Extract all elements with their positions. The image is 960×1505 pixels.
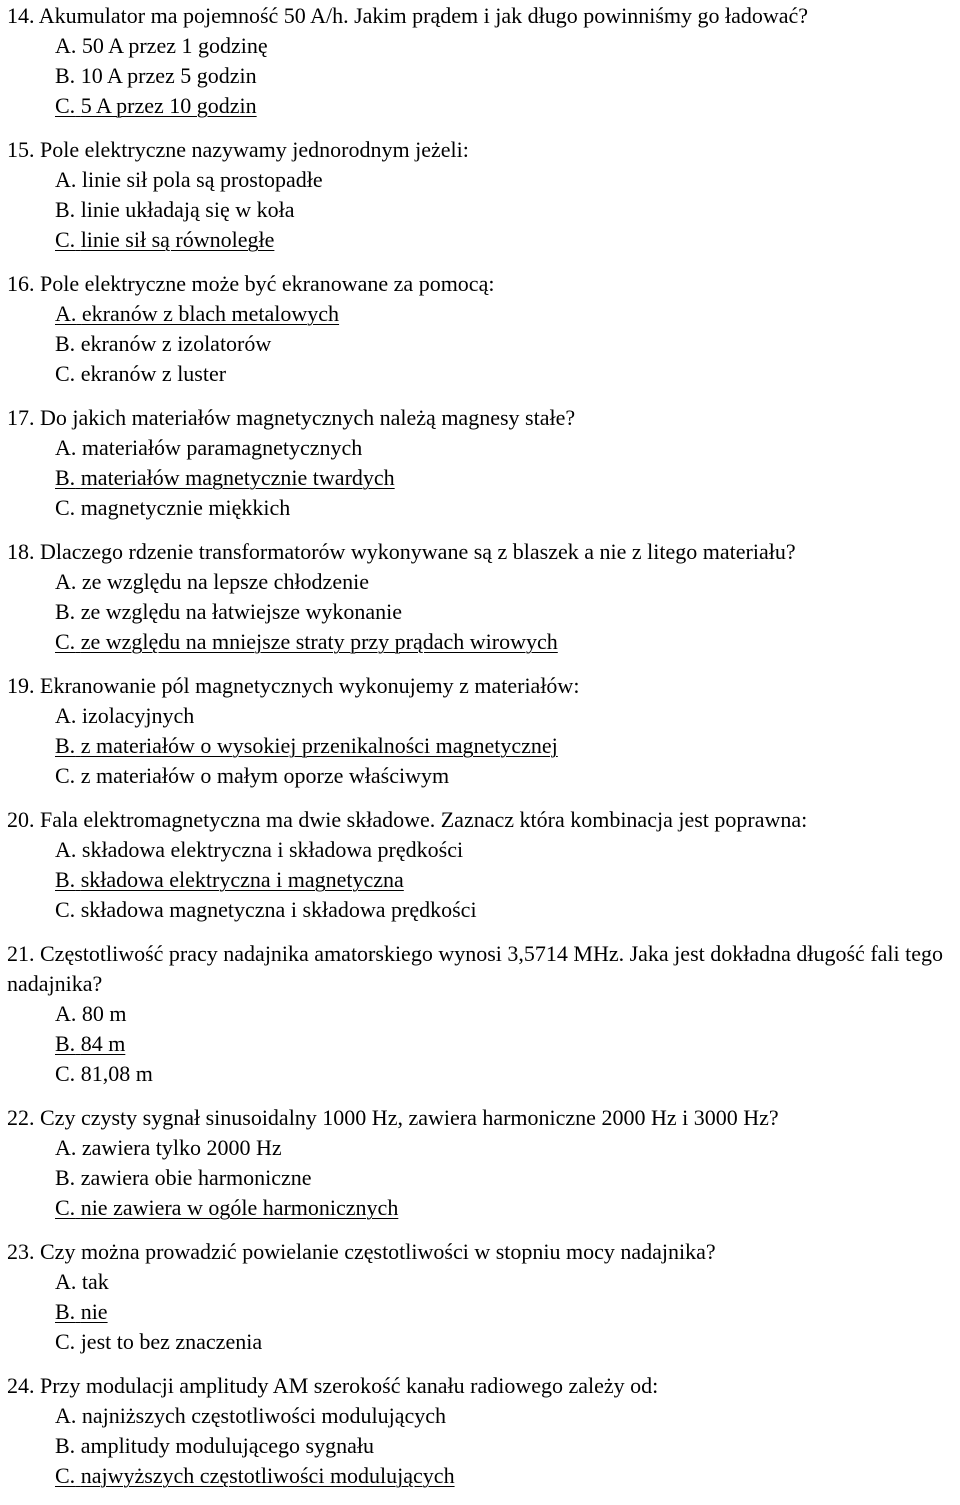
answer-label: najwyższych częstotliwości modulujących	[80, 1463, 455, 1488]
answer-label: zawiera tylko 2000 Hz	[81, 1135, 282, 1160]
answer-letter: A.	[55, 1403, 77, 1428]
question-number: 21.	[7, 941, 35, 966]
answer-options	[7, 1133, 957, 1223]
answer-label: 50 A przez 1 godzinę	[81, 33, 268, 58]
question-block	[7, 805, 957, 925]
answer-label: nie zawiera w ogóle harmonicznych	[80, 1195, 399, 1220]
answer-option-text	[55, 763, 449, 788]
answer-label: ekranów z luster	[80, 361, 227, 386]
answer-option-correct	[7, 865, 957, 895]
answer-letter: A.	[55, 33, 77, 58]
question-prompt: Częstotliwość pracy nadajnika amatorskiego wynosi 3,5714 MHz. Jaka jest dokładna długość fali tego nadajnika?	[7, 941, 944, 996]
answer-option-text	[55, 897, 477, 922]
question-text	[7, 1237, 957, 1267]
answer-label: ze względu na mniejsze straty przy prądach wirowych	[80, 629, 558, 654]
question-block	[7, 135, 957, 255]
question-prompt: Przy modulacji amplitudy AM szerokość kanału radiowego zależy od:	[40, 1373, 659, 1398]
question-number: 23.	[7, 1239, 35, 1264]
answer-letter: A.	[55, 703, 77, 728]
question-number: 24.	[7, 1373, 35, 1398]
answer-label: ekranów z blach metalowych	[81, 301, 340, 326]
answer-option	[7, 597, 957, 627]
answer-option-text	[55, 1433, 374, 1458]
answer-option-text	[55, 63, 257, 88]
answer-option-text	[55, 361, 226, 386]
question-block	[7, 403, 957, 523]
answer-option-text	[55, 465, 395, 490]
answer-label: magnetycznie miękkich	[80, 495, 291, 520]
answer-letter: A.	[55, 1135, 77, 1160]
answer-letter: B.	[55, 63, 76, 88]
answer-option	[7, 61, 957, 91]
answer-letter: A.	[55, 837, 77, 862]
question-block	[7, 537, 957, 657]
question-prompt: Pole elektryczne nazywamy jednorodnym jeżeli:	[40, 137, 469, 162]
answer-options	[7, 835, 957, 925]
question-text	[7, 939, 957, 999]
answer-options	[7, 1401, 957, 1491]
answer-option	[7, 567, 957, 597]
answer-option-text	[55, 167, 323, 192]
answer-label: izolacyjnych	[81, 703, 195, 728]
answer-letter: C.	[55, 1463, 76, 1488]
answer-option	[7, 433, 957, 463]
answer-option-text	[55, 1195, 398, 1220]
answer-label: linie sił są równoległe	[80, 227, 275, 252]
answer-option	[7, 1267, 957, 1297]
answer-letter: A.	[55, 167, 77, 192]
answer-letter: C.	[55, 629, 76, 654]
answer-option	[7, 195, 957, 225]
answer-option-text	[55, 1031, 125, 1056]
answer-option-correct	[7, 1193, 957, 1223]
answer-label: amplitudy modulującego sygnału	[80, 1433, 374, 1458]
answer-option-text	[55, 629, 558, 654]
question-text	[7, 135, 957, 165]
question-block	[7, 1237, 957, 1357]
answer-letter: C.	[55, 93, 76, 118]
answer-option-text	[55, 435, 362, 460]
answer-label: nie	[80, 1299, 108, 1324]
question-text	[7, 403, 957, 433]
question-number: 22.	[7, 1105, 35, 1130]
answer-option-correct	[7, 91, 957, 121]
answer-label: linie sił pola są prostopadłe	[81, 167, 323, 192]
answer-label: 84 m	[80, 1031, 126, 1056]
question-text	[7, 805, 957, 835]
answer-label: linie układają się w koła	[80, 197, 295, 222]
answer-option	[7, 1059, 957, 1089]
answer-label: 10 A przez 5 godzin	[80, 63, 257, 88]
question-number: 17.	[7, 405, 35, 430]
answer-letter: A.	[55, 1001, 77, 1026]
answer-letter: A.	[55, 569, 77, 594]
answer-option	[7, 999, 957, 1029]
answer-label: ze względu na łatwiejsze wykonanie	[80, 599, 402, 624]
question-text	[7, 537, 957, 567]
answer-label: z materiałów o wysokiej przenikalności magnetycznej	[80, 733, 558, 758]
answer-option	[7, 1327, 957, 1357]
question-text	[7, 1103, 957, 1133]
question-prompt: Fala elektromagnetyczna ma dwie składowe. Zaznacz która kombinacja jest poprawna:	[40, 807, 808, 832]
answer-option-correct	[7, 463, 957, 493]
answer-option-text	[55, 1463, 455, 1488]
document-page	[7, 1, 957, 1505]
question-text	[7, 671, 957, 701]
answer-label: tak	[81, 1269, 109, 1294]
answer-label: zawiera obie harmoniczne	[80, 1165, 312, 1190]
answer-option	[7, 895, 957, 925]
answer-option	[7, 493, 957, 523]
question-number: 20.	[7, 807, 35, 832]
answer-letter: B.	[55, 331, 76, 356]
answer-option-correct	[7, 299, 957, 329]
question-number: 15.	[7, 137, 35, 162]
answer-option-text	[55, 733, 558, 758]
answer-option-text	[55, 1403, 446, 1428]
answer-option-correct	[7, 1297, 957, 1327]
answer-options	[7, 31, 957, 121]
question-prompt: Czy czysty sygnał sinusoidalny 1000 Hz, zawiera harmoniczne 2000 Hz i 3000 Hz?	[40, 1105, 779, 1130]
answer-letter: B.	[55, 733, 76, 758]
answer-letter: A.	[55, 301, 77, 326]
answer-option-text	[55, 569, 369, 594]
answer-option-text	[55, 1165, 312, 1190]
answer-option-correct	[7, 731, 957, 761]
question-text	[7, 269, 957, 299]
question-number: 18.	[7, 539, 35, 564]
answer-letter: B.	[55, 867, 76, 892]
answer-letter: B.	[55, 599, 76, 624]
answer-letter: B.	[55, 197, 76, 222]
answer-letter: B.	[55, 1165, 76, 1190]
answer-option-text	[55, 867, 404, 892]
answer-label: ekranów z izolatorów	[80, 331, 272, 356]
answer-label: 81,08 m	[80, 1061, 153, 1086]
question-prompt: Czy można prowadzić powielanie częstotliwości w stopniu mocy nadajnika?	[40, 1239, 716, 1264]
question-prompt: Akumulator ma pojemność 50 A/h. Jakim prądem i jak długo powinniśmy go ładować?	[38, 3, 809, 28]
answer-option	[7, 1133, 957, 1163]
answer-option	[7, 329, 957, 359]
answer-options	[7, 999, 957, 1089]
answer-options	[7, 1267, 957, 1357]
answer-letter: A.	[55, 435, 77, 460]
question-block	[7, 1, 957, 121]
answer-option	[7, 701, 957, 731]
question-block	[7, 671, 957, 791]
question-prompt: Ekranowanie pól magnetycznych wykonujemy z materiałów:	[40, 673, 580, 698]
answer-option	[7, 1163, 957, 1193]
answer-option-text	[55, 599, 402, 624]
answer-letter: B.	[55, 1433, 76, 1458]
answer-options	[7, 701, 957, 791]
question-block	[7, 1371, 957, 1491]
answer-letter: B.	[55, 1299, 76, 1324]
question-block	[7, 939, 957, 1089]
answer-option-text	[55, 1001, 127, 1026]
answer-option	[7, 359, 957, 389]
answer-letter: C.	[55, 897, 76, 922]
answer-option-text	[55, 33, 268, 58]
answer-option-correct	[7, 627, 957, 657]
answer-label: 80 m	[81, 1001, 127, 1026]
answer-option-text	[55, 331, 271, 356]
question-number: 16.	[7, 271, 35, 296]
question-prompt: Pole elektryczne może być ekranowane za pomocą:	[40, 271, 495, 296]
answer-option-correct	[7, 1029, 957, 1059]
question-number: 19.	[7, 673, 35, 698]
answer-options	[7, 433, 957, 523]
answer-label: najniższych częstotliwości modulujących	[81, 1403, 446, 1428]
question-number: 14.	[7, 3, 35, 28]
question-text	[7, 1371, 957, 1401]
answer-letter: B.	[55, 1031, 76, 1056]
answer-option-text	[55, 1135, 282, 1160]
answer-option	[7, 1431, 957, 1461]
answer-option-text	[55, 197, 295, 222]
answer-label: z materiałów o małym oporze właściwym	[80, 763, 450, 788]
question-text	[7, 1, 957, 31]
answer-options	[7, 165, 957, 255]
answer-option-text	[55, 227, 274, 252]
answer-option-text	[55, 301, 339, 326]
answer-option-text	[55, 703, 194, 728]
answer-letter: A.	[55, 1269, 77, 1294]
answer-option-text	[55, 93, 257, 118]
question-block	[7, 269, 957, 389]
answer-option-text	[55, 1061, 153, 1086]
answer-option-text	[55, 837, 463, 862]
answer-option	[7, 31, 957, 61]
answer-label: składowa elektryczna i magnetyczna	[80, 867, 404, 892]
answer-label: jest to bez znaczenia	[80, 1329, 263, 1354]
answer-label: składowa magnetyczna i składowa prędkości	[80, 897, 477, 922]
answer-option	[7, 761, 957, 791]
question-block	[7, 1103, 957, 1223]
question-prompt: Dlaczego rdzenie transformatorów wykonywane są z blaszek a nie z litego materiału?	[40, 539, 796, 564]
answer-option-correct	[7, 225, 957, 255]
answer-option	[7, 1401, 957, 1431]
question-prompt: Do jakich materiałów magnetycznych należą magnesy stałe?	[40, 405, 576, 430]
answer-option-text	[55, 495, 290, 520]
answer-option-text	[55, 1269, 109, 1294]
answer-label: materiałów magnetycznie twardych	[80, 465, 395, 490]
answer-letter: C.	[55, 227, 76, 252]
answer-label: ze względu na lepsze chłodzenie	[81, 569, 369, 594]
answer-letter: C.	[55, 1329, 76, 1354]
answer-option-text	[55, 1329, 262, 1354]
answer-letter: B.	[55, 465, 76, 490]
answer-letter: C.	[55, 361, 76, 386]
answer-letter: C.	[55, 763, 76, 788]
answer-option	[7, 165, 957, 195]
answer-letter: C.	[55, 1195, 76, 1220]
answer-label: składowa elektryczna i składowa prędkości	[81, 837, 464, 862]
answer-option	[7, 835, 957, 865]
answer-letter: C.	[55, 495, 76, 520]
answer-option-text	[55, 1299, 108, 1324]
answer-options	[7, 567, 957, 657]
answer-option-correct	[7, 1461, 957, 1491]
answer-label: materiałów paramagnetycznych	[81, 435, 363, 460]
answer-letter: C.	[55, 1061, 76, 1086]
answer-label: 5 A przez 10 godzin	[80, 93, 257, 118]
answer-options	[7, 299, 957, 389]
